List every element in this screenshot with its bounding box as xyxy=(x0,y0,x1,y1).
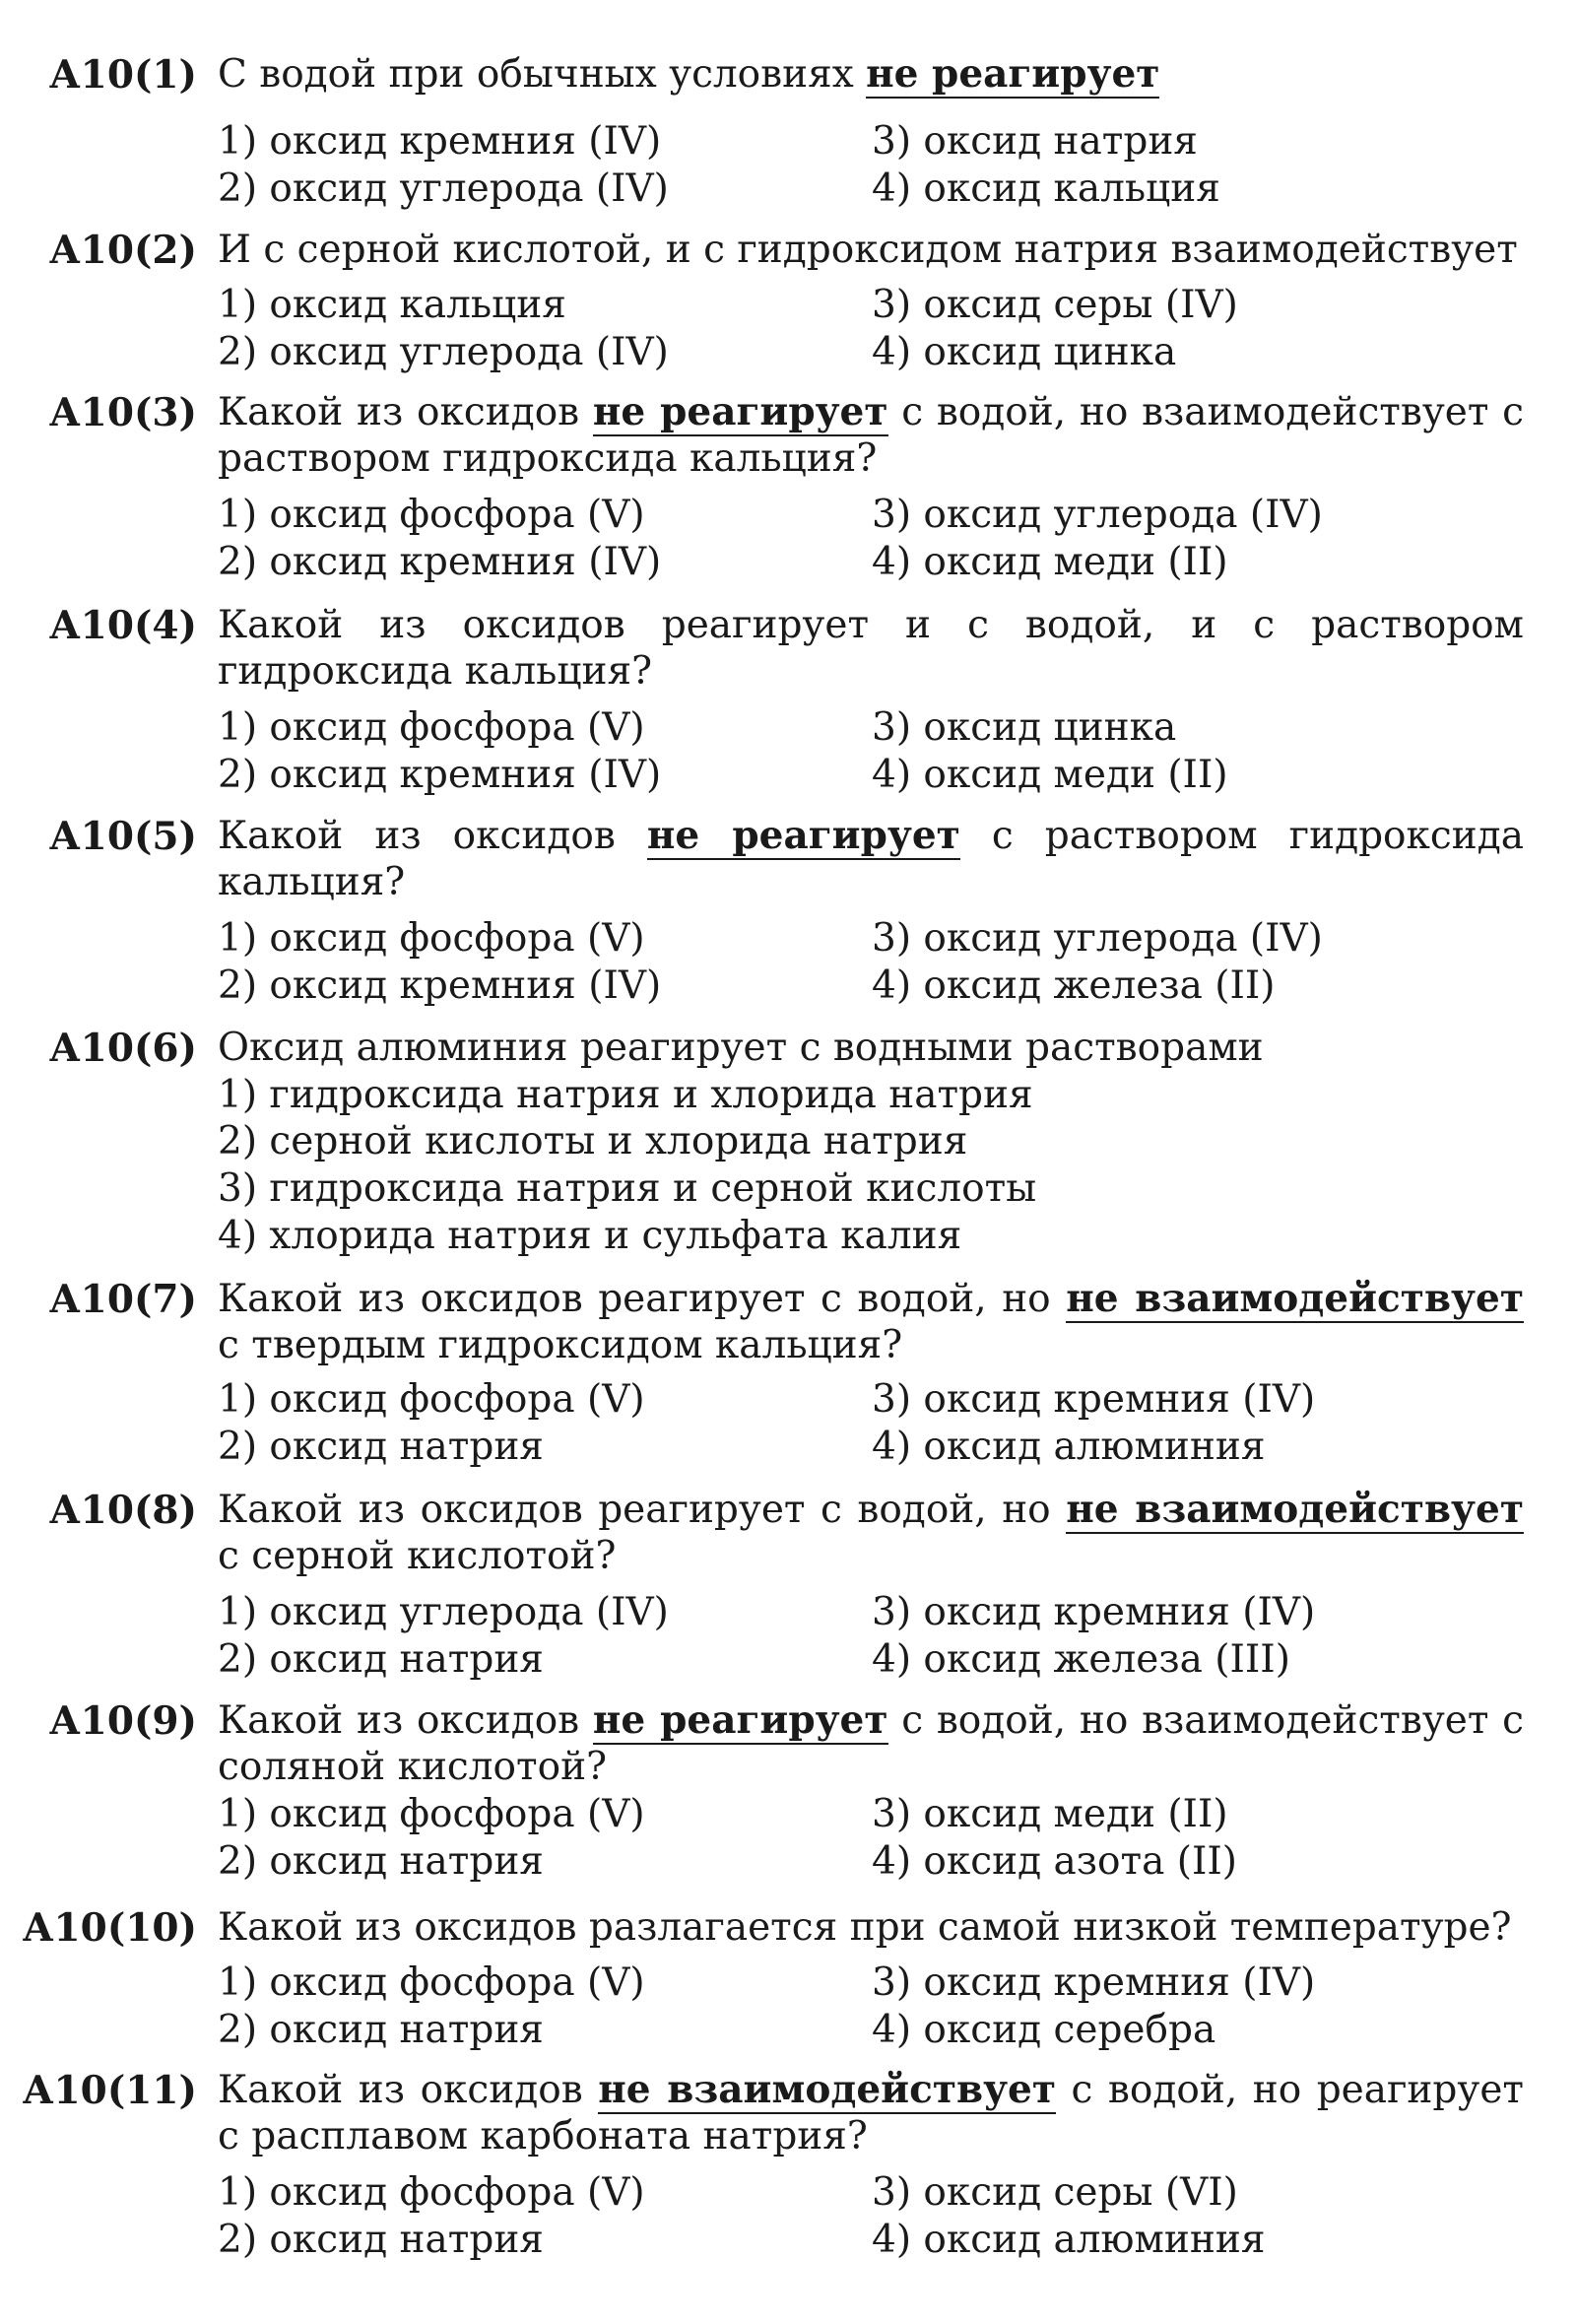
answer-option: 3) оксид натрия xyxy=(872,119,1198,164)
answer-option: 1) оксид углерода (IV) xyxy=(218,1590,669,1634)
question-text-run: с водой, но взаимодействует с соляной кислотой? xyxy=(218,1698,1524,1789)
answer-option: 1) оксид кремния (IV) xyxy=(218,119,662,164)
emphasized-phrase: не реагирует xyxy=(592,1697,888,1743)
question-text-run: Какой из оксидов реагирует и с водой, и с раствором гидроксида кальция? xyxy=(218,603,1524,694)
question-text xyxy=(218,51,1524,98)
question-text-run: Какой из оксидов реагирует с водой, но xyxy=(218,1277,1067,1321)
answer-option: 1) оксид фосфора (V) xyxy=(218,916,645,961)
question-text xyxy=(218,1904,1524,1951)
answer-option: 2) оксид углерода (IV) xyxy=(218,166,669,211)
answer-option: 1) оксид фосфора (V) xyxy=(218,1377,645,1422)
answer-option: 4) оксид меди (II) xyxy=(872,540,1228,584)
question-text-run: И с серной кислотой, и с гидроксидом натрия взаимодействует xyxy=(218,228,1518,272)
answer-option: 4) оксид железа (II) xyxy=(872,963,1276,1008)
answer-option: 4) оксид алюминия xyxy=(872,1425,1266,1469)
question-number: А10(10) xyxy=(22,1905,197,1951)
question-number: А10(1) xyxy=(48,52,197,98)
answer-option: 3) оксид кремния (IV) xyxy=(872,1960,1316,2005)
question-text-run: с твердым гидроксидом кальция? xyxy=(218,1323,903,1367)
emphasized-phrase: не взаимодействует xyxy=(1066,1487,1524,1532)
answer-option: 1) оксид фосфора (V) xyxy=(218,2170,645,2215)
answer-option: 2) оксид кремния (IV) xyxy=(218,540,662,584)
question-text xyxy=(218,389,1524,482)
question-text xyxy=(218,227,1524,273)
answer-option: 3) оксид углерода (IV) xyxy=(872,916,1323,961)
emphasized-phrase: не реагирует xyxy=(592,389,888,434)
emphasized-phrase: не реагирует xyxy=(646,813,960,858)
question-text-run: с раствором гидроксида кальция? xyxy=(218,814,1525,904)
question-text-run: С водой при обычных условиях xyxy=(218,52,867,97)
answer-option: 4) оксид азота (II) xyxy=(872,1839,1237,1884)
question-text xyxy=(218,2067,1524,2159)
answer-option: 3) оксид кремния (IV) xyxy=(872,1377,1316,1422)
answer-option: 3) оксид меди (II) xyxy=(872,1792,1228,1836)
answer-option: 1) оксид фосфора (V) xyxy=(218,1792,645,1836)
question-text xyxy=(218,602,1524,695)
answer-option: 4) оксид железа (III) xyxy=(872,1637,1290,1682)
answer-option: 2) оксид натрия xyxy=(218,1425,544,1469)
answer-option: 1) гидроксида натрия и хлорида натрия xyxy=(218,1073,1033,1117)
answer-option: 2) оксид кремния (IV) xyxy=(218,753,662,797)
answer-option: 2) оксид кремния (IV) xyxy=(218,963,662,1008)
answer-option: 3) гидроксида натрия и серной кислоты xyxy=(218,1166,1037,1211)
answer-option: 3) оксид кремния (IV) xyxy=(872,1590,1316,1634)
question-number: А10(2) xyxy=(48,228,197,273)
question-text-run: Оксид алюминия реагирует с водными растворами xyxy=(218,1026,1264,1070)
answer-option: 4) оксид алюминия xyxy=(872,2218,1266,2262)
question-number: А10(8) xyxy=(48,1488,197,1533)
question-text xyxy=(218,1025,1524,1071)
question-number: А10(5) xyxy=(48,814,197,859)
answer-option: 4) оксид меди (II) xyxy=(872,753,1228,797)
question-text xyxy=(218,813,1524,905)
question-number: А10(9) xyxy=(48,1698,197,1744)
answer-option: 2) оксид углерода (IV) xyxy=(218,330,669,374)
question-number: А10(4) xyxy=(48,603,197,648)
answer-option: 4) оксид цинка xyxy=(872,330,1177,374)
answer-option: 1) оксид фосфора (V) xyxy=(218,705,645,750)
question-text xyxy=(218,1487,1524,1579)
answer-option: 1) оксид фосфора (V) xyxy=(218,1960,645,2005)
answer-option: 3) оксид цинка xyxy=(872,705,1177,750)
answer-option: 4) хлорида натрия и сульфата калия xyxy=(218,1214,962,1258)
emphasized-phrase: не взаимодействует xyxy=(1066,1276,1524,1321)
question-text-run: Какой из оксидов реагирует с водой, но xyxy=(218,1488,1067,1532)
answer-option: 2) оксид натрия xyxy=(218,1839,544,1884)
question-text-run: с серной кислотой? xyxy=(218,1534,617,1578)
answer-option: 4) оксид серебра xyxy=(872,2008,1216,2052)
question-number: А10(6) xyxy=(48,1026,197,1071)
question-number: А10(7) xyxy=(48,1277,197,1322)
question-text xyxy=(218,1276,1524,1368)
answer-option: 3) оксид углерода (IV) xyxy=(872,493,1323,537)
question-text-run: с водой, но взаимодействует с раствором гидроксида кальция? xyxy=(218,390,1524,481)
answer-option: 4) оксид кальция xyxy=(872,166,1220,211)
answer-option: 3) оксид серы (IV) xyxy=(872,283,1238,327)
answer-option: 2) оксид натрия xyxy=(218,2008,544,2052)
question-text-run: Какой из оксидов разлагается при самой низкой температуре? xyxy=(218,1905,1512,1950)
question-number: А10(11) xyxy=(22,2068,197,2113)
question-text-run: Какой из оксидов xyxy=(218,390,593,434)
answer-option: 1) оксид фосфора (V) xyxy=(218,493,645,537)
answer-option: 2) оксид натрия xyxy=(218,1637,544,1682)
answer-option: 2) серной кислоты и хлорида натрия xyxy=(218,1119,968,1163)
question-text-run: с водой, но реагирует с расплавом карбоната натрия? xyxy=(218,2068,1524,2158)
answer-option: 3) оксид серы (VI) xyxy=(872,2170,1238,2215)
emphasized-phrase: не реагирует xyxy=(866,51,1160,97)
emphasized-phrase: не взаимодействует xyxy=(598,2067,1057,2112)
answer-option: 1) оксид кальция xyxy=(218,283,566,327)
question-text-run: Какой из оксидов xyxy=(218,2068,599,2112)
question-text xyxy=(218,1697,1524,1790)
question-text-run: Какой из оксидов xyxy=(218,814,647,858)
answer-option: 2) оксид натрия xyxy=(218,2218,544,2262)
question-number: А10(3) xyxy=(48,390,197,435)
question-text-run: Какой из оксидов xyxy=(218,1698,593,1743)
